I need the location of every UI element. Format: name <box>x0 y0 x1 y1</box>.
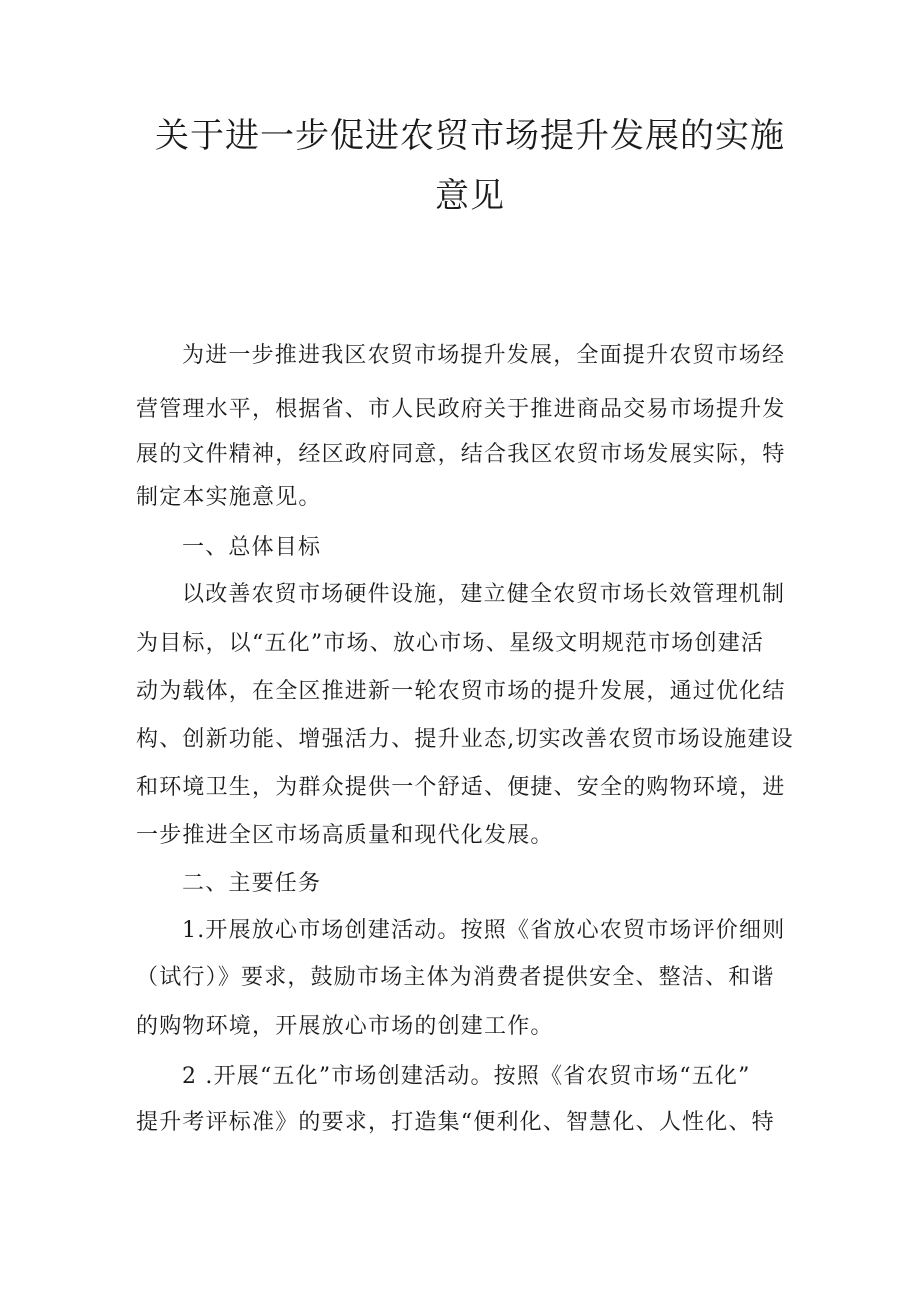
body-line-4: 制定本实施意见。 <box>136 485 322 510</box>
body-line-10: 一步推进全区市场高质量和现代化发展。 <box>136 823 554 848</box>
document-title-line-2: 意见 <box>435 176 505 216</box>
body-line-11: 1.开展放心市场创建活动。按照《省放心农贸市场评价细则 <box>182 918 786 943</box>
section-heading-2: 二、主要任务 <box>182 871 322 896</box>
body-line-13: 的购物环境，开展放心市场的创建工作。 <box>136 1014 554 1039</box>
body-line-5: 以改善农贸市场硬件设施，建立健全农贸市场长效管理机制 <box>182 582 786 607</box>
body-line-9: 和环境卫生，为群众提供一个舒适、便捷、安全的购物环境，进 <box>136 775 786 800</box>
body-line-15: 提升考评标准》的要求，打造集“便利化、智慧化、人性化、特 <box>136 1110 775 1135</box>
body-line-14: 2 .开展“五化”市场创建活动。按照《省农贸市场“五化” <box>182 1064 751 1089</box>
body-line-6: 为目标，以“五化”市场、放心市场、星级文明规范市场创建活 <box>136 631 765 656</box>
body-line-2: 营管理水平，根据省、市人民政府关于推进商品交易市场提升发 <box>136 397 786 422</box>
body-line-7: 动为载体，在全区推进新一轮农贸市场的提升发展，通过优化结 <box>136 679 786 704</box>
section-heading-1: 一、总体目标 <box>182 535 322 560</box>
document-title-line-1: 关于进一步促进农贸市场提升发展的实施 <box>155 116 785 156</box>
body-line-3: 展的文件精神，经区政府同意，结合我区农贸市场发展实际，特 <box>136 442 786 467</box>
body-line-8: 构、创新功能、增强活力、提升业态,切实改善农贸市场设施建设 <box>136 727 794 752</box>
body-line-1: 为进一步推进我区农贸市场提升发展，全面提升农贸市场经 <box>182 343 786 368</box>
body-line-12: （试行）》要求，鼓励市场主体为消费者提供安全、整洁、和谐 <box>136 965 775 990</box>
